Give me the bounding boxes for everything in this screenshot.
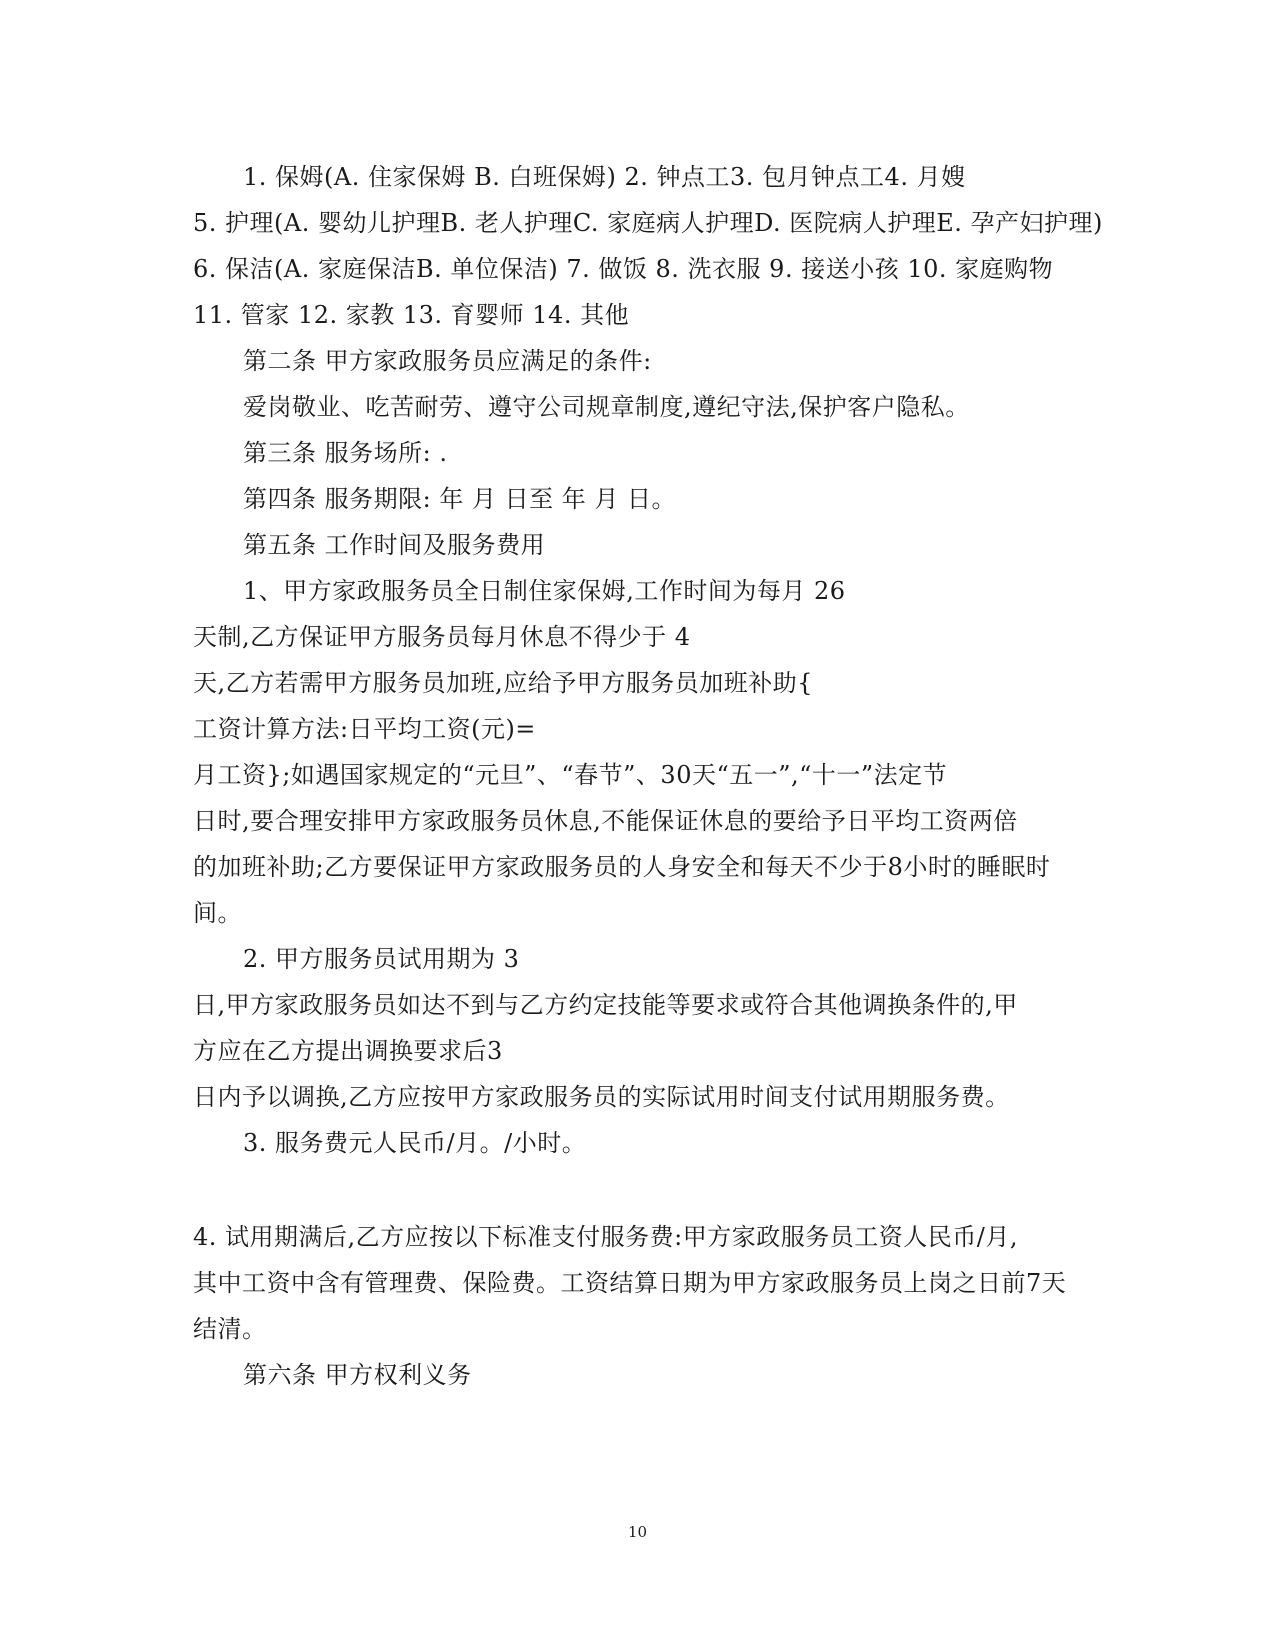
article-5-item-1-line-5: 月工资};如遇国家规定的“元旦”、“春节”、30天“五一”,“十一”法定节 (193, 761, 948, 789)
article-5-item-3: 3. 服务费元人民币/月。/小时。 (243, 1129, 587, 1157)
article-5-item-4-line-3: 结清。 (193, 1315, 267, 1343)
article-5-item-2-line-2: 日,甲方家政服务员如达不到与乙方约定技能等要求或符合其他调换条件的,甲 (193, 991, 1018, 1019)
article-5-item-4-line-2: 其中工资中含有管理费、保险费。工资结算日期为甲方家政服务员上岗之日前7天 (193, 1269, 1067, 1297)
service-type-line-1: 1. 保姆(A. 住家保姆 B. 白班保姆) 2. 钟点工3. 包月钟点工4. 月嫂 (243, 163, 966, 191)
article-4-heading: 第四条 服务期限: 年 月 日至 年 月 日。 (243, 485, 676, 513)
service-type-line-3: 6. 保洁(A. 家庭保洁B. 单位保洁) 7. 做饭 8. 洗衣服 9. 接送小孩 10. 家庭购物 (193, 255, 1054, 283)
article-5-item-2-line-3: 方应在乙方提出调换要求后3 (193, 1037, 503, 1065)
page-number: 10 (627, 1523, 648, 1541)
article-5-heading: 第五条 工作时间及服务费用 (243, 531, 546, 559)
article-5-item-1-line-6: 日时,要合理安排甲方家政服务员休息,不能保证休息的要给予日平均工资两倍 (193, 807, 1018, 835)
article-5-item-1-line-1: 1、甲方家政服务员全日制住家保姆,工作时间为每月 26 (243, 577, 846, 605)
article-2-body: 爱岗敬业、吃苦耐劳、遵守公司规章制度,遵纪守法,保护客户隐私。 (243, 393, 970, 421)
article-5-item-1-line-4: 工资计算方法:日平均工资(元)= (193, 715, 536, 743)
article-5-item-4-line-1: 4. 试用期满后,乙方应按以下标准支付服务费:甲方家政服务员工资人民币/月, (193, 1223, 1018, 1251)
article-5-item-2-line-1: 2. 甲方服务员试用期为 3 (243, 945, 520, 973)
article-5-item-1-line-7: 的加班补助;乙方要保证甲方家政服务员的人身安全和每天不少于8小时的睡眠时 (193, 853, 1051, 881)
article-5-item-1-line-3: 天,乙方若需甲方服务员加班,应给予甲方服务员加班补助{ (193, 669, 814, 697)
article-6-heading: 第六条 甲方权利义务 (243, 1361, 472, 1389)
article-3-heading: 第三条 服务场所: . (243, 439, 448, 467)
service-type-line-4: 11. 管家 12. 家教 13. 育婴师 14. 其他 (193, 301, 630, 329)
article-2-heading: 第二条 甲方家政服务员应满足的条件: (243, 347, 652, 375)
service-type-line-2: 5. 护理(A. 婴幼儿护理B. 老人护理C. 家庭病人护理D. 医院病人护理E. 孕产妇护理) (193, 209, 1103, 237)
article-5-item-1-line-2: 天制,乙方保证甲方服务员每月休息不得少于 4 (193, 623, 691, 651)
article-5-item-2-line-4: 日内予以调换,乙方应按甲方家政服务员的实际试用时间支付试用期服务费。 (193, 1083, 1010, 1111)
article-5-item-1-line-8: 间。 (193, 899, 242, 927)
